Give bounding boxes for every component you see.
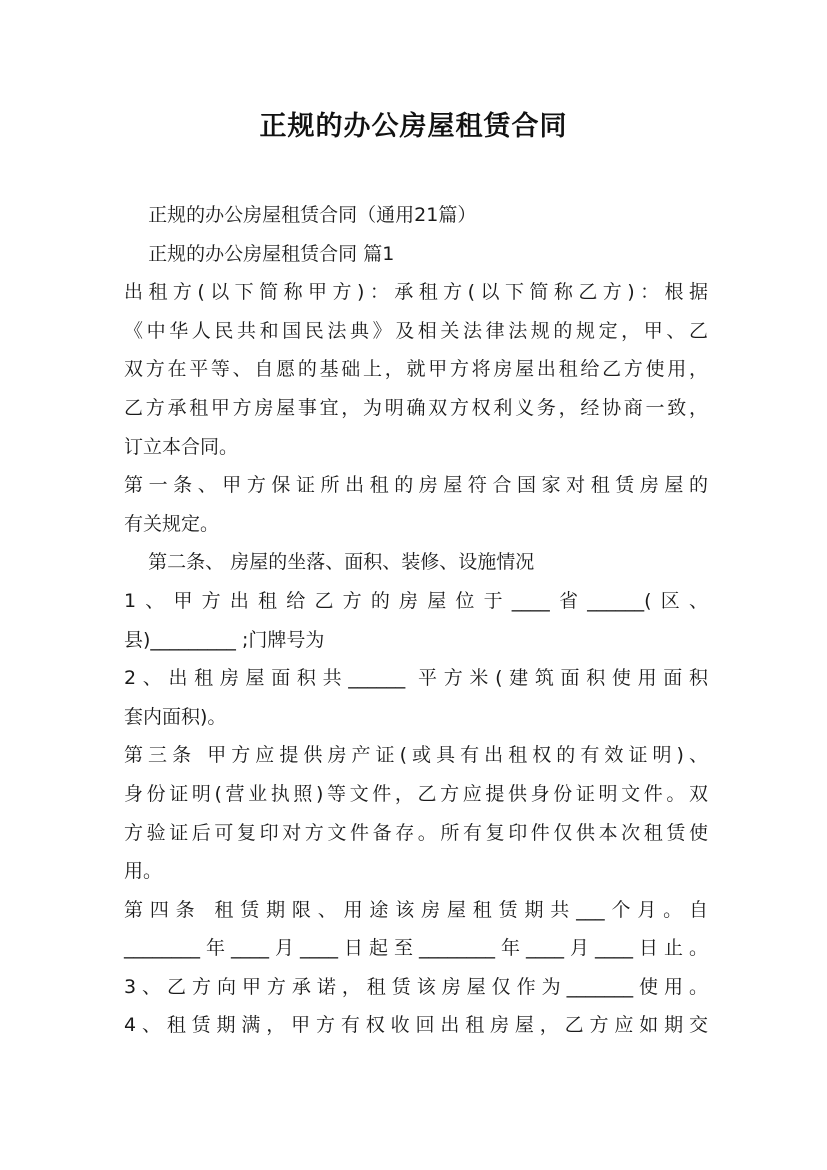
body-line: 身份证明(营业执照)等文件，乙方应提供身份证明文件。双	[124, 782, 708, 805]
body-line: 订立本合同。	[124, 435, 239, 458]
body-line: 第一条、甲方保证所出租的房屋符合国家对租赁房屋的	[124, 474, 708, 497]
body-line: 3、乙方向甲方承诺，租赁该房屋仅作为_______使用。	[124, 975, 708, 998]
body-line: 第四条 租赁期限、用途该房屋租赁期共___个月。自	[124, 898, 708, 921]
body-line: 有关规定。	[124, 512, 220, 535]
body-line: 方验证后可复印对方文件备存。所有复印件仅供本次租赁使	[124, 821, 708, 844]
body-line: 第二条、 房屋的坐落、面积、装修、设施情况	[124, 551, 535, 574]
body-line: 正规的办公房屋租赁合同（通用21篇）	[124, 204, 477, 226]
body-line: 《中华人民共和国民法典》及相关法律法规的规定，甲、乙	[124, 319, 708, 342]
body-line: 出租方(以下简称甲方)：承租方(以下简称乙方)：根据	[124, 281, 708, 304]
body-line: 1、甲方出租给乙方的房屋位于____省______(区、	[124, 589, 708, 612]
body-line: 套内面积)。	[124, 705, 227, 728]
body-line: 用。	[124, 860, 163, 883]
body-line: 县)_________ ;门牌号为	[124, 628, 325, 651]
body-line: ________年____月____日起至________年____月____日止。	[124, 937, 708, 960]
document-title: 正规的办公房屋租赁合同	[259, 111, 568, 142]
body-line: 乙方承租甲方房屋事宜，为明确双方权利义务，经协商一致，	[124, 396, 708, 419]
body-line: 第三条 甲方应提供房产证(或具有出租权的有效证明)、	[124, 744, 708, 767]
body-line: 正规的办公房屋租赁合同 篇1	[124, 242, 395, 265]
body-line: 2、出租房屋面积共______ 平方米(建筑面积使用面积	[124, 667, 708, 690]
body-line: 双方在平等、自愿的基础上，就甲方将房屋出租给乙方使用，	[124, 358, 708, 381]
document-body	[124, 196, 708, 1045]
body-line: 4、租赁期满，甲方有权收回出租房屋，乙方应如期交	[124, 1014, 708, 1037]
